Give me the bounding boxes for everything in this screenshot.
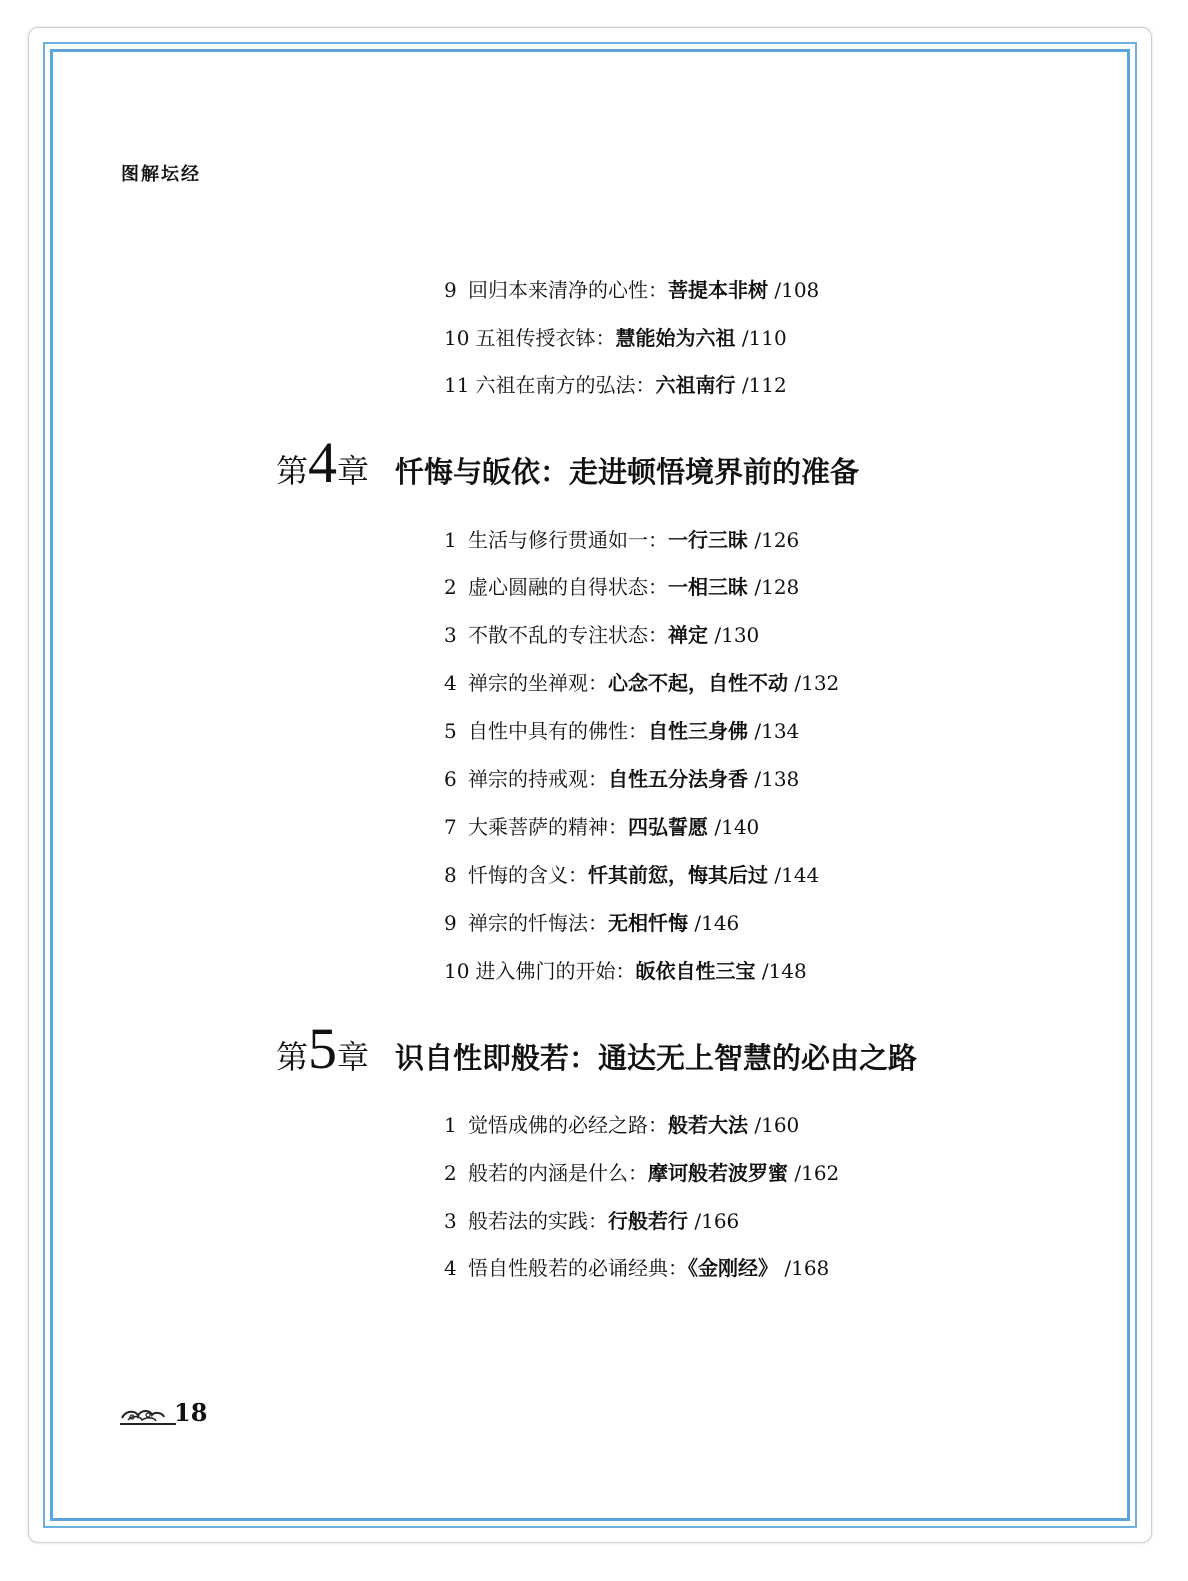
entry-subtitle: 无相忏悔: [608, 911, 688, 935]
entry-number: 4: [444, 1256, 457, 1280]
entry-subtitle: 般若大法: [668, 1113, 748, 1137]
chapter-number: 5: [308, 1016, 338, 1081]
entry-page: /108: [774, 278, 820, 302]
entry-number: 9: [444, 911, 457, 935]
entry-title: 觉悟成佛的必经之路：: [468, 1113, 668, 1137]
entry-title: 生活与修行贯通如一：: [468, 528, 668, 552]
entry-number: 7: [444, 815, 457, 839]
chapter-prefix: 第: [276, 1038, 309, 1076]
toc-entry[interactable]: [444, 1254, 829, 1282]
entry-page: /140: [714, 815, 760, 839]
entry-subtitle: 摩诃般若波罗蜜: [648, 1161, 788, 1185]
entry-page: /138: [754, 767, 800, 791]
entry-subtitle: 自性五分法身香: [608, 767, 748, 791]
toc-entry[interactable]: [444, 765, 799, 793]
toc-entry[interactable]: [444, 324, 787, 352]
entry-number: 5: [444, 719, 457, 743]
entry-page: /128: [754, 575, 800, 599]
entry-number: 9: [444, 278, 457, 302]
chapter-suffix: 章: [337, 1038, 370, 1076]
toc-entry[interactable]: [444, 1159, 839, 1187]
entry-title: 禅宗的忏悔法：: [468, 911, 608, 935]
entry-subtitle: 禅定: [668, 623, 708, 647]
entry-title: 大乘菩萨的精神：: [468, 815, 628, 839]
chapter-title: 识自性即般若：通达无上智慧的必由之路: [395, 1041, 918, 1075]
chapter-suffix: 章: [337, 452, 370, 490]
running-head: 图解坛经: [121, 164, 201, 185]
entry-title: 六祖在南方的弘法：: [475, 373, 656, 397]
entry-page: /160: [754, 1113, 800, 1137]
toc-entry[interactable]: [444, 1207, 739, 1235]
entry-number: 8: [444, 863, 457, 887]
entry-page: /148: [761, 959, 807, 983]
toc-entry[interactable]: [444, 1111, 799, 1139]
chapter-number: 4: [308, 430, 338, 495]
entry-number: 11: [444, 373, 470, 397]
entry-page: /126: [754, 528, 800, 552]
chapter-title: 忏悔与皈依：走进顿悟境界前的准备: [395, 455, 860, 489]
entry-page: /168: [784, 1256, 830, 1280]
toc-entry[interactable]: [444, 526, 799, 554]
entry-title: 禅宗的持戒观：: [468, 767, 608, 791]
entry-title: 五祖传授衣钵：: [475, 326, 616, 350]
entry-page: /132: [794, 671, 840, 695]
toc-entry[interactable]: [444, 621, 759, 649]
entry-title: 悟自性般若的必诵经典：: [468, 1256, 688, 1280]
entry-page: /144: [774, 863, 820, 887]
entry-subtitle: 忏其前愆，悔其后过: [588, 863, 768, 887]
entry-number: 6: [444, 767, 457, 791]
entry-title: 回归本来清净的心性：: [468, 278, 668, 302]
entry-subtitle: 一行三昧: [668, 528, 748, 552]
entry-title: 自性中具有的佛性：: [468, 719, 648, 743]
entry-subtitle: 行般若行: [608, 1209, 688, 1233]
entry-subtitle: 慧能始为六祖: [615, 326, 736, 350]
entry-title: 般若法的实践：: [468, 1209, 608, 1233]
entry-title: 虚心圆融的自得状态：: [468, 575, 668, 599]
chapter-heading[interactable]: [276, 430, 860, 498]
entry-subtitle: 自性三身佛: [648, 719, 748, 743]
entry-page: /130: [714, 623, 760, 647]
entry-title: 不散不乱的专注状态：: [468, 623, 668, 647]
entry-number: 1: [444, 1113, 457, 1137]
entry-subtitle: 皈依自性三宝: [635, 959, 756, 983]
entry-number: 4: [444, 671, 457, 695]
entry-number: 10: [444, 959, 470, 983]
toc-entry[interactable]: [444, 813, 759, 841]
page-number: 18: [174, 1398, 208, 1427]
entry-title: 进入佛门的开始：: [475, 959, 636, 983]
entry-subtitle: 心念不起，自性不动: [608, 671, 788, 695]
entry-subtitle: 四弘誓愿: [628, 815, 708, 839]
entry-page: /166: [694, 1209, 740, 1233]
entry-subtitle: 六祖南行: [655, 373, 736, 397]
toc-entry[interactable]: [444, 276, 819, 304]
toc-entry[interactable]: [444, 669, 839, 697]
toc-entry[interactable]: [444, 909, 739, 937]
entry-subtitle: 一相三昧: [668, 575, 748, 599]
entry-page: /110: [741, 326, 787, 350]
entry-title: 般若的内涵是什么：: [468, 1161, 648, 1185]
chapter-heading[interactable]: [276, 1016, 918, 1084]
entry-subtitle: 《金刚经》: [688, 1256, 778, 1280]
entry-number: 10: [444, 326, 470, 350]
entry-page: /162: [794, 1161, 840, 1185]
entry-number: 2: [444, 575, 457, 599]
entry-title: 禅宗的坐禅观：: [468, 671, 608, 695]
toc-entry[interactable]: [444, 573, 799, 601]
entry-title: 忏悔的含义：: [468, 863, 588, 887]
toc-entry[interactable]: [444, 957, 807, 985]
entry-number: 3: [444, 1209, 457, 1233]
entry-number: 2: [444, 1161, 457, 1185]
entry-page: /112: [741, 373, 787, 397]
toc-entry[interactable]: [444, 717, 799, 745]
chapter-prefix: 第: [276, 452, 309, 490]
cloud-ornament-icon: [118, 1400, 178, 1430]
entry-subtitle: 菩提本非树: [668, 278, 768, 302]
entry-number: 1: [444, 528, 457, 552]
entry-number: 3: [444, 623, 457, 647]
toc-entry[interactable]: [444, 371, 787, 399]
entry-page: /134: [754, 719, 800, 743]
entry-page: /146: [694, 911, 740, 935]
toc-entry[interactable]: [444, 861, 819, 889]
